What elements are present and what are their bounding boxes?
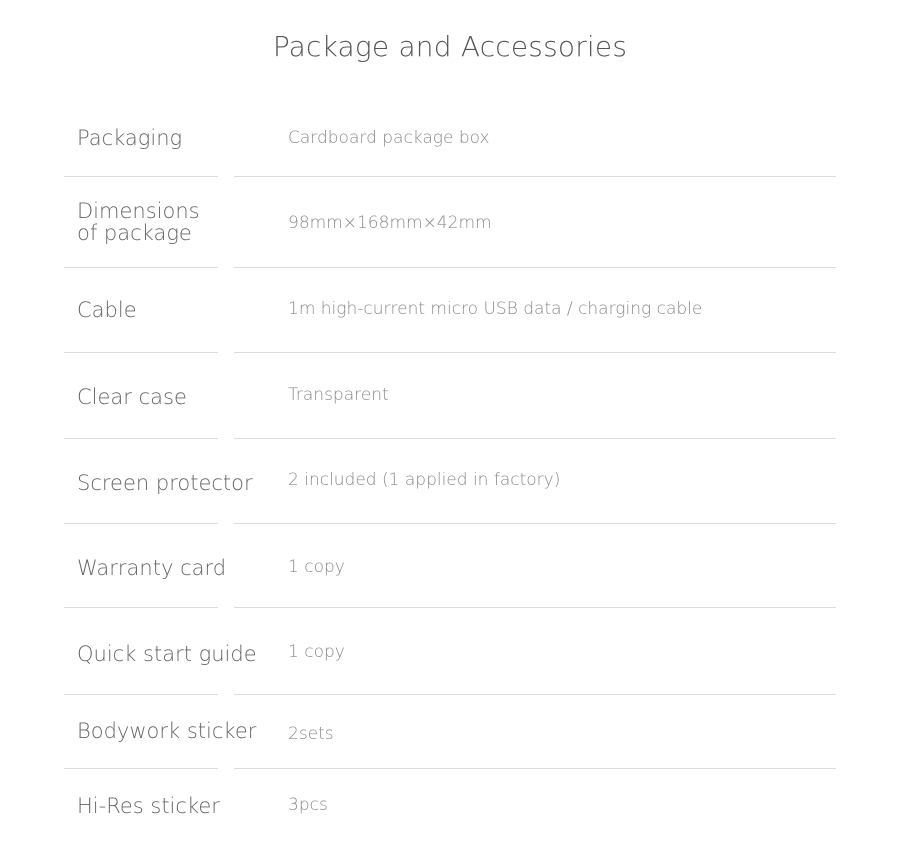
spec-value-dimensions: 98mm×168mm×42mm <box>288 213 492 233</box>
spec-label-dimensions: Dimensions of package <box>77 199 200 245</box>
row-divider <box>64 768 218 769</box>
row-divider <box>64 694 218 695</box>
spec-label-bodywork-sticker: Bodywork sticker <box>77 719 257 743</box>
row-divider <box>234 768 836 769</box>
row-divider <box>64 176 218 177</box>
spec-value-clear-case: Transparent <box>288 385 389 405</box>
row-divider <box>64 607 218 608</box>
row-divider <box>64 438 218 439</box>
row-divider <box>64 352 218 353</box>
row-divider <box>234 523 836 524</box>
spec-label-hi-res-sticker: Hi-Res sticker <box>77 794 220 818</box>
row-divider <box>234 438 836 439</box>
spec-value-warranty-card: 1 copy <box>288 557 345 577</box>
row-divider <box>234 607 836 608</box>
row-divider <box>234 267 836 268</box>
spec-value-packaging: Cardboard package box <box>288 128 490 148</box>
row-divider <box>234 176 836 177</box>
spec-value-hi-res-sticker: 3pcs <box>288 795 328 815</box>
spec-label-quick-start-guide: Quick start guide <box>77 642 257 666</box>
spec-label-packaging: Packaging <box>77 126 183 150</box>
row-divider <box>234 694 836 695</box>
row-divider <box>64 267 218 268</box>
spec-value-bodywork-sticker: 2sets <box>288 724 334 744</box>
row-divider <box>64 523 218 524</box>
page-title: Package and Accessories <box>272 30 628 63</box>
spec-label-cable: Cable <box>77 298 137 322</box>
row-divider <box>234 352 836 353</box>
spec-label-clear-case: Clear case <box>77 385 187 409</box>
spec-value-quick-start-guide: 1 copy <box>288 642 345 662</box>
spec-value-screen-protector: 2 included (1 applied in factory) <box>288 470 561 490</box>
spec-label-warranty-card: Warranty card <box>77 556 227 580</box>
spec-label-screen-protector: Screen protector <box>77 471 253 495</box>
spec-value-cable: 1m high-current micro USB data / charging cable <box>288 299 703 319</box>
